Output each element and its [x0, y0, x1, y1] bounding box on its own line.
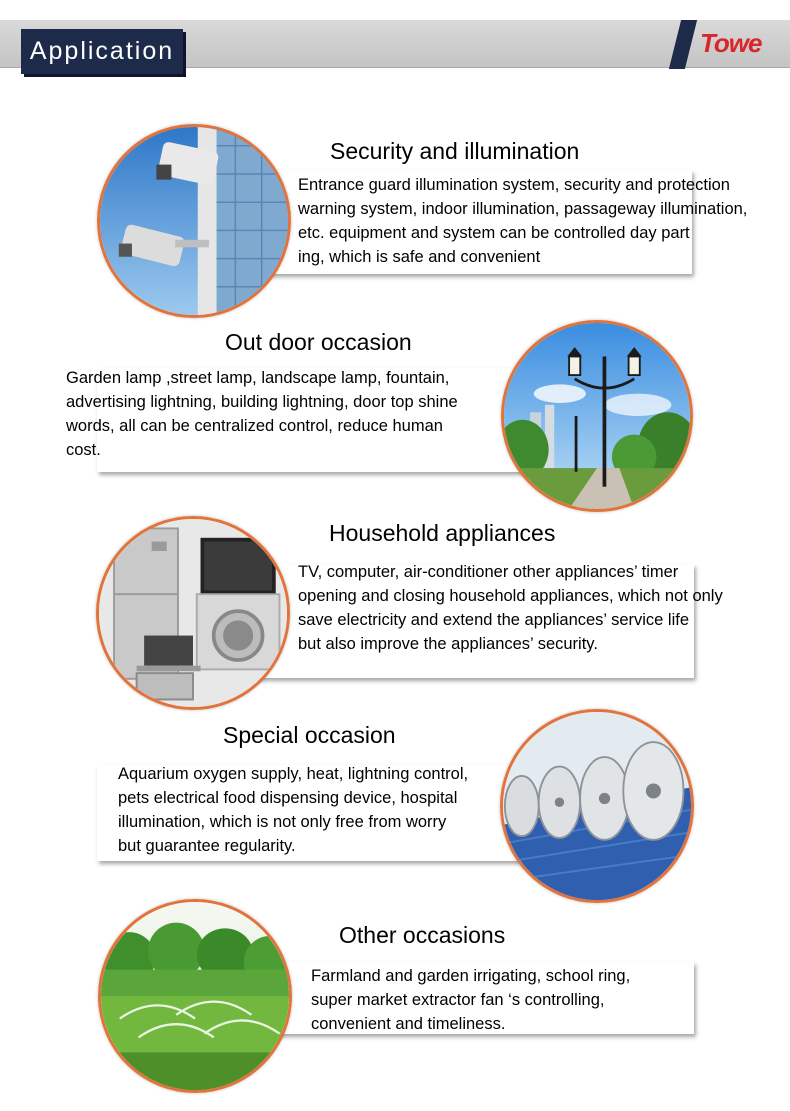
text-line: Farmland and garden irrigating, school ring, — [311, 967, 631, 985]
brand-logo: Towe — [700, 28, 762, 58]
security-camera-image — [97, 124, 291, 318]
text-line: Garden lamp ,street lamp, landscape lamp, fountain, — [66, 369, 450, 387]
section-title-outdoor: Out door occasion — [225, 329, 412, 355]
text-line: ing, which is safe and convenient — [298, 248, 541, 266]
text-line: Aquarium oxygen supply, heat, lightning control, — [118, 765, 469, 783]
header-title-box — [21, 29, 183, 74]
section-text-household — [298, 560, 723, 656]
section-title-household: Household appliances — [329, 520, 556, 546]
street-lamp-image — [501, 320, 693, 512]
text-line: warning system, indoor illumination, passageway illumination, — [298, 200, 748, 218]
section-text-special — [118, 762, 468, 858]
section-text-outdoor — [66, 366, 458, 462]
home-appliances-image — [96, 516, 290, 710]
text-line: but guarantee regularity. — [118, 837, 296, 855]
text-line: cost. — [66, 441, 101, 459]
text-line: convenient and timeliness. — [311, 1015, 506, 1033]
text-line: but also improve the appliances’ security. — [298, 635, 598, 653]
text-line: words, all can be centralized control, reduce human — [66, 417, 443, 435]
text-line: TV, computer, air-conditioner other appliances’ timer — [298, 563, 679, 581]
text-line: illumination, which is not only free from worry — [118, 813, 447, 831]
section-text-other — [311, 964, 630, 1036]
section-text-security — [298, 173, 747, 269]
text-line: advertising lightning, building lightning, door top shine — [66, 393, 458, 411]
page-title: Application — [29, 37, 175, 65]
text-line: etc. equipment and system can be controlled day part — [298, 224, 690, 242]
text-line: save electricity and extend the appliances’ service life — [298, 611, 690, 629]
irrigation-sprinkler-image — [98, 899, 292, 1093]
text-line: Entrance guard illumination system, security and protection — [298, 176, 730, 194]
section-title-other: Other occasions — [339, 922, 506, 948]
exhaust-fans-image — [500, 709, 694, 903]
text-line: pets electrical food dispensing device, hospital — [118, 789, 458, 807]
text-line: super market extractor fan ‘s controlling, — [311, 991, 605, 1009]
text-line: opening and closing household appliances, which not only — [298, 587, 723, 605]
section-title-special: Special occasion — [223, 722, 396, 748]
section-title-security: Security and illumination — [330, 138, 580, 164]
